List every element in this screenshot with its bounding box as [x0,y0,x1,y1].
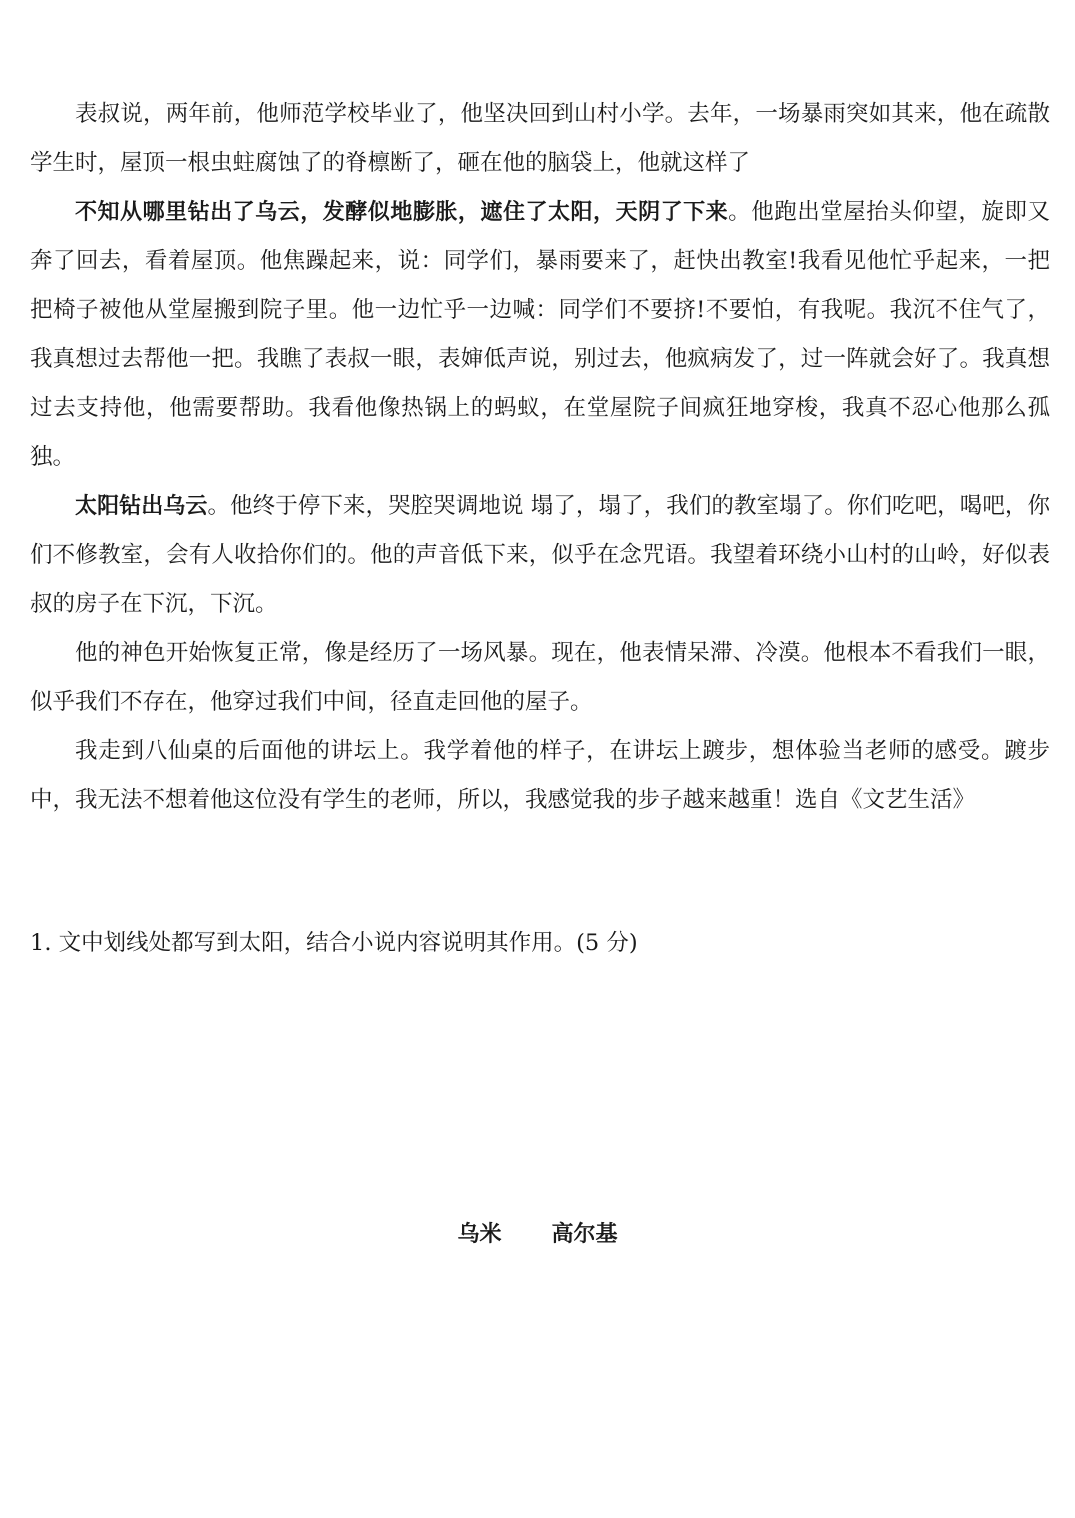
paragraph-3 [30,482,1050,629]
paragraph-5: 我走到八仙桌的后面他的讲坛上。我学着他的样子，在讲坛上踱步，想体验当老师的感受。踱步中，我无法不想着他这位没有学生的老师，所以，我感觉我的步子越来越重！选自《文艺生活》 [30,738,1050,813]
paragraph-4: 他的神色开始恢复正常，像是经历了一场风暴。现在，他表情呆滞、冷漠。他根本不看我们一眼，似乎我们不存在，他穿过我们中间，径直走回他的屋子。 [30,640,1050,715]
passage [30,90,1050,825]
paragraph-3-text: 。他终于停下来，哭腔哭调地说 塌了，塌了，我们的教室塌了。你们吃吧，喝吧，你们不修教室，会有人收拾你们的。他的声音低下来，似乎在念咒语。我望着环绕小山村的山岭，好似表叔的房子在下沉，下沉。 [30,493,1050,617]
paragraph-2 [30,188,1050,482]
highlighted-sentence-sun: 太阳钻出乌云 [75,494,208,519]
paragraph-1: 表叔说，两年前，他师范学校毕业了，他坚决回到山村小学。去年，一场暴雨突如其来，他在疏散学生时，屋顶一根虫蛀腐蚀了的脊檩断了，砸在他的脑袋上，他就这样了 [30,101,1050,176]
next-section-heading [0,1212,1075,1258]
next-section-author: 高尔基 [551,1222,618,1247]
question-1: 1. 文中划线处都写到太阳，结合小说内容说明其作用。(5 分) [30,930,638,956]
paragraph-2-text: 。他跑出堂屋抬头仰望，旋即又奔了回去，看着屋顶。他焦躁起来，说：同学们，暴雨要来了，赶快出教室!我看见他忙乎起来，一把把椅子被他从堂屋搬到院子里。他一边忙乎一边喊：同学们不要挤!不要怕，有我呢。我沉不住气了，我真想过去帮他一把。我瞧了表叔一眼，表婶低声说，别过去，他疯病发了，过一阵就会好了。我真想过去支持他，他需要帮助。我看他像热锅上的蚂蚁，在堂屋院子间疯狂地穿梭，我真不忍心他那么孤独。 [30,199,1050,470]
highlighted-sentence-clouds: 不知从哪里钻出了乌云，发酵似地膨胀，遮住了太阳，天阴了下来 [75,200,729,225]
next-section-title: 乌米 [457,1222,502,1247]
